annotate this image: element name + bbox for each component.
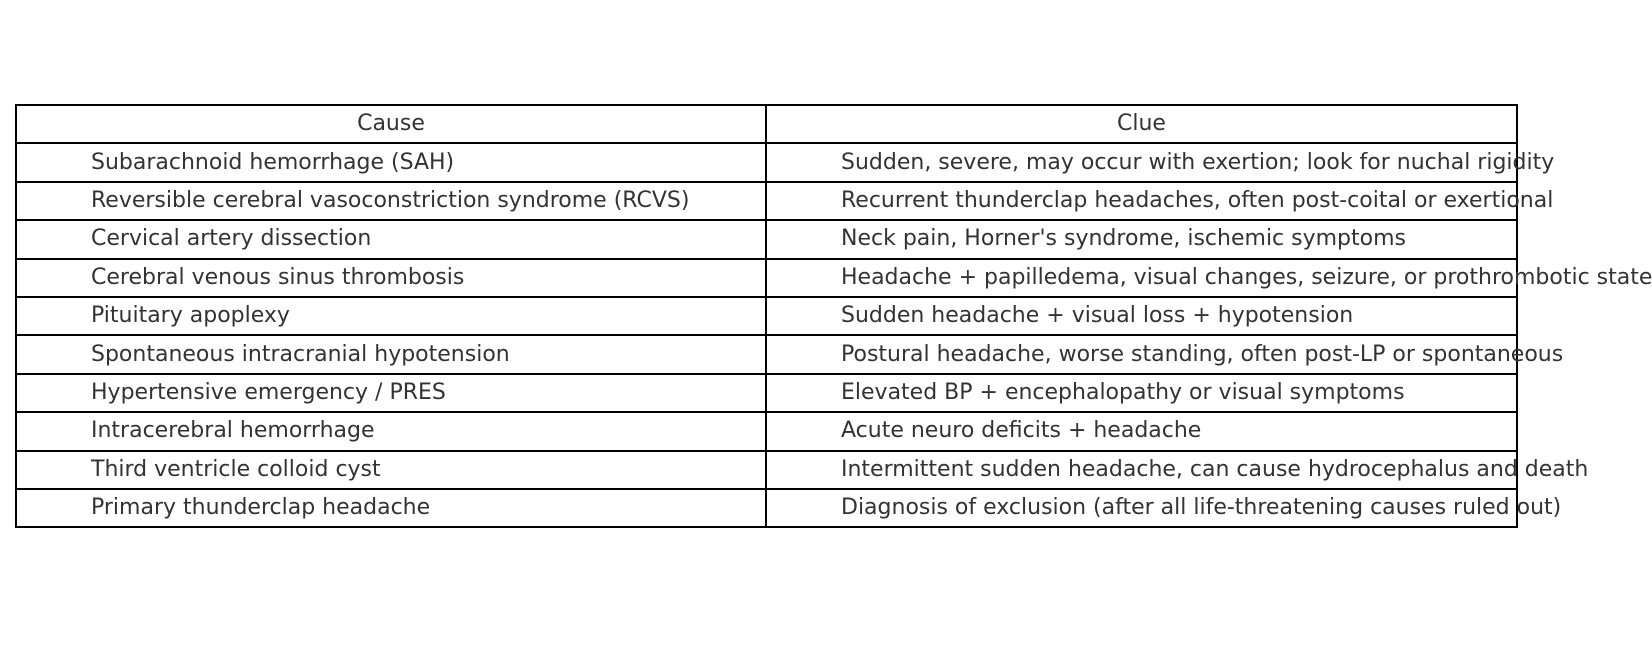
cause-cell: Reversible cerebral vasoconstriction syndrome (RCVS) bbox=[16, 182, 766, 220]
clue-cell: Diagnosis of exclusion (after all life-threatening causes ruled out) bbox=[766, 489, 1517, 527]
clue-cell: Elevated BP + encephalopathy or visual symptoms bbox=[766, 374, 1517, 412]
cause-cell: Spontaneous intracranial hypotension bbox=[16, 335, 766, 373]
clue-cell: Recurrent thunderclap headaches, often post-coital or exertional bbox=[766, 182, 1517, 220]
causes-table bbox=[15, 104, 1652, 528]
table-header-row bbox=[16, 105, 1517, 143]
header-cause: Cause bbox=[16, 105, 766, 143]
cause-cell: Primary thunderclap headache bbox=[16, 489, 766, 527]
cause-cell: Cervical artery dissection bbox=[16, 220, 766, 258]
table-row bbox=[16, 143, 1517, 181]
clue-cell: Headache + papilledema, visual changes, seizure, or prothrombotic state bbox=[766, 259, 1517, 297]
table-row bbox=[16, 374, 1517, 412]
clue-cell: Sudden, severe, may occur with exertion; look for nuchal rigidity bbox=[766, 143, 1517, 181]
table-container bbox=[15, 104, 1652, 549]
table-row bbox=[16, 182, 1517, 220]
table-row bbox=[16, 489, 1517, 527]
table-row bbox=[16, 297, 1517, 335]
header-clue: Clue bbox=[766, 105, 1517, 143]
table-row bbox=[16, 451, 1517, 489]
cause-cell: Intracerebral hemorrhage bbox=[16, 412, 766, 450]
table-row bbox=[16, 412, 1517, 450]
table-row bbox=[16, 335, 1517, 373]
clue-cell: Sudden headache + visual loss + hypotension bbox=[766, 297, 1517, 335]
cause-cell: Third ventricle colloid cyst bbox=[16, 451, 766, 489]
table-row bbox=[16, 259, 1517, 297]
cause-cell: Pituitary apoplexy bbox=[16, 297, 766, 335]
cause-cell: Cerebral venous sinus thrombosis bbox=[16, 259, 766, 297]
cause-cell: Hypertensive emergency / PRES bbox=[16, 374, 766, 412]
clue-cell: Intermittent sudden headache, can cause hydrocephalus and death bbox=[766, 451, 1517, 489]
cause-cell: Subarachnoid hemorrhage (SAH) bbox=[16, 143, 766, 181]
clue-cell: Neck pain, Horner's syndrome, ischemic symptoms bbox=[766, 220, 1517, 258]
table-row bbox=[16, 220, 1517, 258]
clue-cell: Postural headache, worse standing, often post-LP or spontaneous bbox=[766, 335, 1517, 373]
clue-cell: Acute neuro deficits + headache bbox=[766, 412, 1517, 450]
